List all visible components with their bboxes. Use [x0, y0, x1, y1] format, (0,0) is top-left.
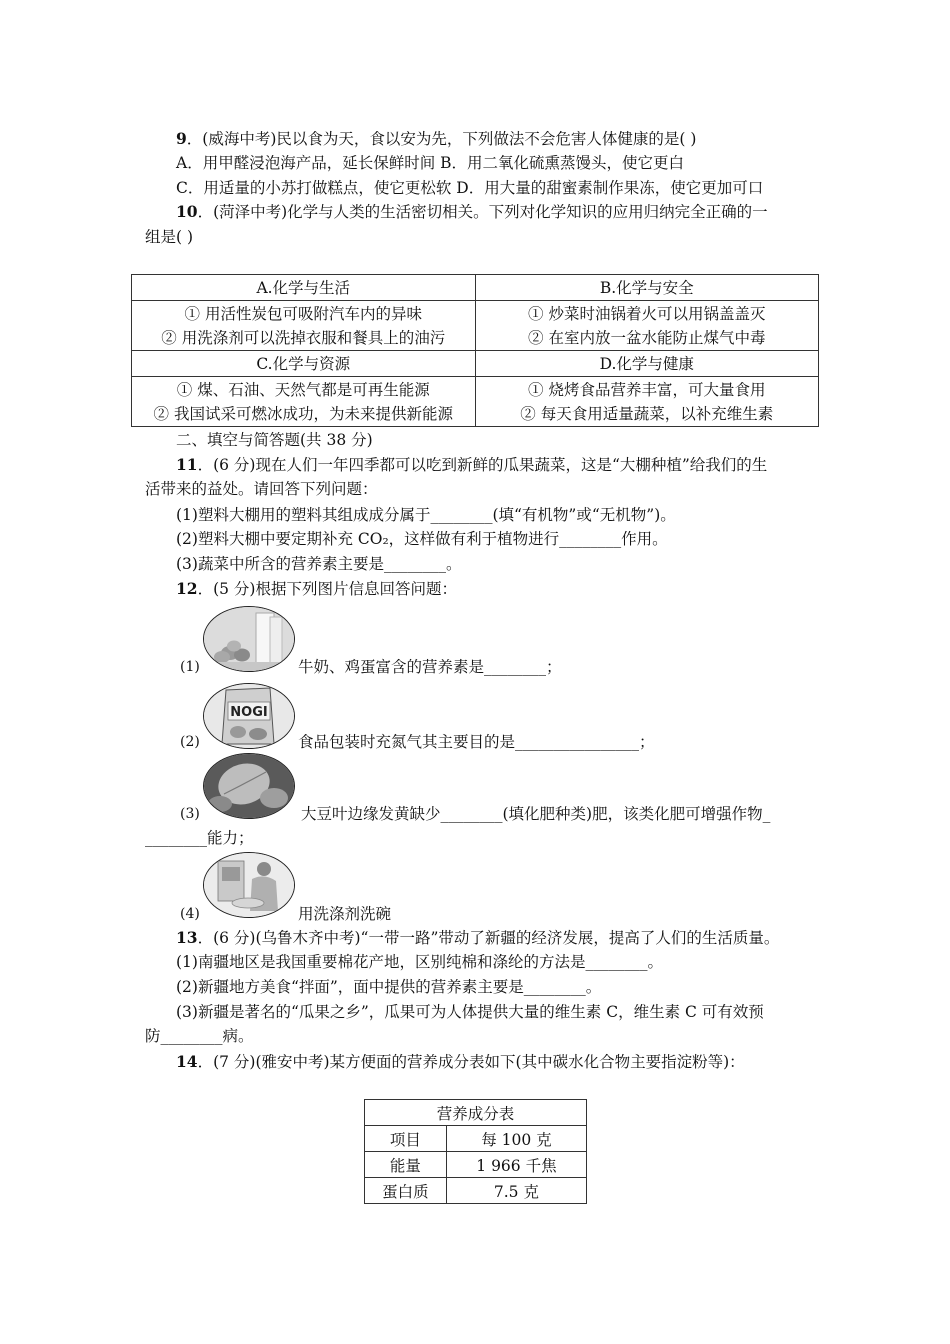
q9-stem: 9．(威海中考)民以食为天，食以安为先，下列做法不会危害人体健康的是( ): [176, 129, 697, 148]
q9-number: 9: [176, 129, 187, 148]
q10-table: [131, 274, 819, 427]
q12-item2-text: 食品包装时充氮气其主要目的是________________；: [298, 733, 655, 751]
nutrition-table: [364, 1099, 587, 1204]
nutrition-row-value: 1 966 千焦: [446, 1152, 586, 1178]
q10-head-a: A.化学与生活: [132, 275, 476, 301]
q13-stem: 13．(6 分)(乌鲁木齐中考)“一带一路”带动了新疆的经济发展，提高了人们的生活质量。: [176, 928, 780, 947]
q9-options-cd: C．用适量的小苏打做糕点，使它更松软 D．用大量的甜蜜素制作果冻，使它更加可口: [176, 179, 764, 197]
q11-stem-cont: 活带来的益处。请回答下列问题：: [145, 480, 378, 498]
q11-stem: 11．(6 分)现在人们一年四季都可以吃到新鲜的瓜果蔬菜，这是“大棚种植”给我们的生: [176, 455, 768, 474]
nutrition-header-item: 项目: [365, 1126, 447, 1152]
nutrition-row-label: 能量: [365, 1152, 447, 1178]
q10-cell-d: ① 烧烤食品营养丰富，可大量食用 ② 每天食用适量蔬菜，以补充维生素: [475, 377, 819, 427]
nutrition-row-label: 蛋白质: [365, 1178, 447, 1204]
q11-part3: (3)蔬菜中所含的营养素主要是________。: [176, 555, 462, 573]
bag-logo-text: NOGI: [230, 705, 268, 720]
q10-number: 10: [176, 202, 198, 221]
soybean-leaf-image: [203, 753, 295, 819]
q13-part3: (3)新疆是著名的“瓜果之乡”，瓜果可为人体提供大量的维生素 C，维生素 C 可有效预: [176, 1003, 764, 1021]
q10-stem: 10．(菏泽中考)化学与人类的生活密切相关。下列对化学知识的应用归纳完全正确的一: [176, 202, 768, 221]
q11-number: 11: [176, 455, 198, 474]
q12-item4-text: 用洗涤剂洗碗: [298, 905, 392, 923]
q11-part2: (2)塑料大棚中要定期补充 CO₂，这样做有利于植物进行________作用。: [176, 530, 668, 548]
q13-number: 13: [176, 928, 198, 947]
q10-head-d: D.化学与健康: [475, 351, 819, 377]
q13-part2: (2)新疆地方美食“拌面”，面中提供的营养素主要是________。: [176, 978, 602, 996]
q9-options-ab: A．用甲醛浸泡海产品，延长保鲜时间 B．用二氧化硫熏蒸馒头，使它更白: [176, 154, 685, 172]
section-heading: 二、填空与简答题(共 38 分): [176, 431, 373, 449]
q10-head-b: B.化学与安全: [475, 275, 819, 301]
q12-number: 12: [176, 579, 198, 598]
q14-stem: 14．(7 分)(雅安中考)某方便面的营养成分表如下(其中碳水化合物主要指淀粉等)：: [176, 1052, 745, 1071]
q12-item4-label: (4): [180, 906, 200, 922]
q12-item1-label: (1): [180, 659, 200, 675]
dishwashing-image: [203, 852, 295, 918]
q12-item3-cont: ________能力；: [145, 829, 254, 847]
q14-number: 14: [176, 1052, 198, 1071]
milk-eggs-image: [203, 606, 295, 672]
q12-item3-label: (3): [180, 806, 200, 822]
nutrition-table-title: 营养成分表: [365, 1100, 587, 1126]
q12-item2-label: (2): [180, 734, 200, 750]
nutrition-row-value: 7.5 克: [446, 1178, 586, 1204]
q10-cell-c: ① 煤、石油、天然气都是可再生能源 ② 我国试采可燃冰成功，为未来提供新能源: [132, 377, 476, 427]
q11-part1: (1)塑料大棚用的塑料其组成成分属于________(填“有机物”或“无机物”)。: [176, 506, 676, 524]
q10-cell-b: ① 炒菜时油锅着火可以用锅盖盖灭 ② 在室内放一盆水能防止煤气中毒: [475, 301, 819, 351]
q13-part3-cont: 防________病。: [145, 1027, 254, 1045]
nutrition-header-per100g: 每 100 克: [446, 1126, 586, 1152]
q12-item3-text: 大豆叶边缘发黄缺少________(填化肥种类)肥，该类化肥可增强作物_: [301, 805, 771, 823]
q12-item1-text: 牛奶、鸡蛋富含的营养素是________；: [298, 658, 562, 676]
q12-stem: 12．(5 分)根据下列图片信息回答问题：: [176, 579, 457, 598]
q10-stem-cont: 组是( ): [145, 228, 194, 246]
chip-bag-image: [203, 683, 295, 749]
q10-cell-a: ① 用活性炭包可吸附汽车内的异味 ② 用洗涤剂可以洗掉衣服和餐具上的油污: [132, 301, 476, 351]
q13-part1: (1)南疆地区是我国重要棉花产地，区别纯棉和涤纶的方法是________。: [176, 953, 663, 971]
q10-head-c: C.化学与资源: [132, 351, 476, 377]
